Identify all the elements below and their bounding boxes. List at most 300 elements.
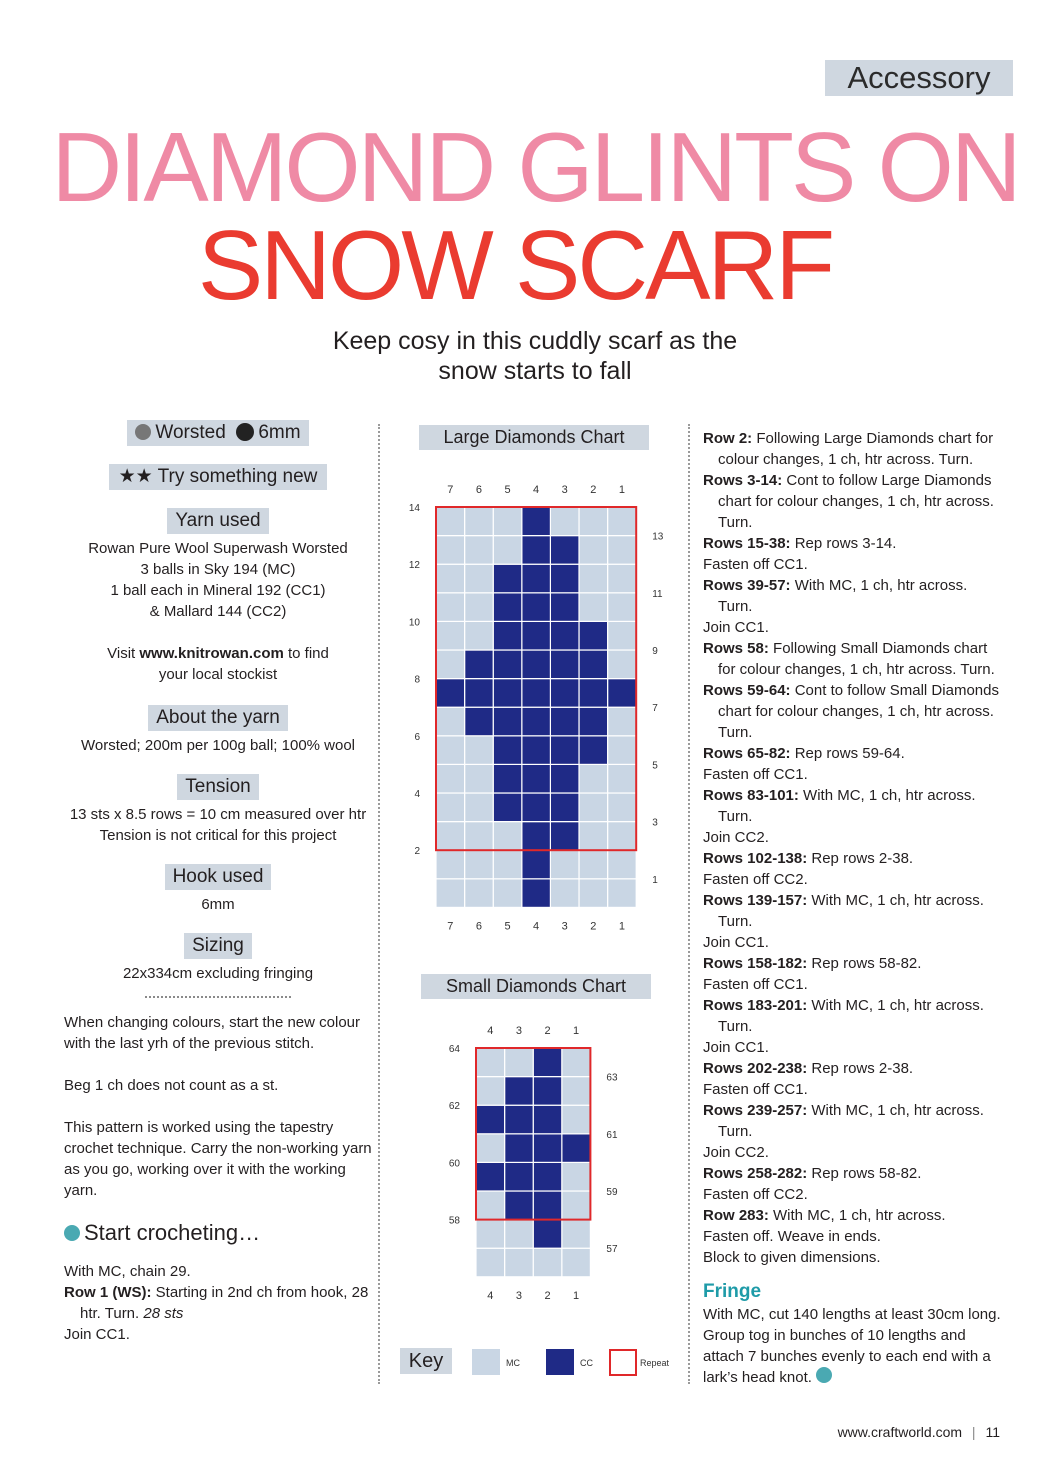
mc-cell: [436, 822, 465, 851]
yarn-weight: Worsted: [155, 422, 226, 443]
column-label: 1: [573, 1025, 580, 1037]
instruction-label: Rows 59-64:: [703, 682, 791, 699]
mc-cell: [608, 879, 637, 908]
mc-cell: [465, 822, 494, 851]
cc-cell: [550, 593, 579, 622]
instruction-line: [703, 995, 1003, 1037]
cc-cell: [465, 707, 494, 736]
mc-cell: [505, 1248, 534, 1277]
cc-cell: [550, 536, 579, 565]
instruction-text: Rep rows 58-82.: [807, 955, 922, 972]
instruction-label: Rows 3-14:: [703, 472, 783, 489]
instruction-label: Rows 58:: [703, 640, 769, 657]
start-line: With MC, chain 29.: [64, 1263, 191, 1280]
column-label: 1: [618, 920, 625, 933]
row-label: 62: [448, 1101, 460, 1113]
column-label: 4: [533, 920, 540, 933]
instruction-text: Following Small Diamonds chart for colour changes, 1 ch, htr across. Turn.: [718, 640, 995, 678]
instruction-text: Fasten off CC1.: [703, 976, 808, 993]
mc-cell: [608, 764, 637, 793]
row-label: 59: [606, 1187, 618, 1198]
mc-cell: [608, 564, 637, 593]
instructions-list: [703, 428, 1003, 1268]
mc-cell: [533, 1248, 562, 1277]
instruction-line: [703, 1205, 1003, 1226]
sizing-text: 22x334cm excluding fringing: [122, 965, 314, 982]
cc-cell: [579, 707, 608, 736]
mc-cell: [465, 564, 494, 593]
mc-cell: [579, 564, 608, 593]
start-join: Join CC1.: [64, 1326, 130, 1343]
stockist-line-2: your local stockist: [158, 666, 278, 683]
mc-cell: [608, 707, 637, 736]
about-yarn-heading: About the yarn: [148, 705, 288, 731]
row-label: 5: [652, 760, 658, 772]
instruction-line: [703, 932, 1003, 953]
mc-cell: [562, 1162, 591, 1191]
instruction-label: Rows 239-257:: [703, 1102, 808, 1119]
key-title: Key: [400, 1348, 452, 1374]
instruction-text: Join CC2.: [703, 1144, 769, 1161]
difficulty-stars: ★★: [118, 466, 153, 487]
cc-cell: [522, 536, 551, 565]
instruction-label: Rows 15-38:: [703, 535, 791, 552]
mc-cell: [465, 793, 494, 822]
cc-cell: [533, 1134, 562, 1163]
row-label: 3: [652, 817, 658, 829]
row-label: 11: [652, 588, 663, 600]
instruction-text: With MC, 1 ch, htr across. Turn.: [718, 787, 976, 825]
footer-separator: |: [971, 1424, 976, 1440]
column-label: 7: [447, 484, 454, 496]
cc-cell: [505, 1105, 534, 1134]
instruction-line: [703, 848, 1003, 869]
cc-cell: [493, 793, 522, 822]
yarn-ball-icon: [64, 1225, 80, 1241]
instruction-text: Rep rows 2-38.: [807, 850, 914, 867]
tension-text: [64, 804, 372, 846]
stockist-link[interactable]: www.knitrowan.com: [139, 645, 284, 662]
mc-cell: [436, 621, 465, 650]
cc-cell: [533, 1105, 562, 1134]
instruction-line: [703, 554, 1003, 575]
instruction-text: Fasten off CC1.: [703, 1081, 808, 1098]
mc-cell: [579, 822, 608, 851]
mc-cell: [505, 1048, 534, 1077]
instruction-text: With MC, 1 ch, htr across. Turn.: [718, 1102, 984, 1140]
cc-cell: [522, 621, 551, 650]
row-label: 9: [652, 646, 658, 657]
mc-cell: [579, 536, 608, 565]
instruction-line: [703, 638, 1003, 680]
column-label: 1: [573, 1289, 580, 1302]
instruction-text: Cont to follow Small Diamonds chart for colour changes, 1 ch, htr across. Turn.: [718, 682, 999, 741]
mc-cell: [550, 507, 579, 536]
cc-cell: [493, 679, 522, 708]
small-chart-title: Small Diamonds Chart: [421, 974, 651, 999]
difficulty-label: Try something new: [157, 466, 318, 487]
cc-cell: [550, 707, 579, 736]
mc-cell: [465, 593, 494, 622]
instruction-text: Cont to follow Large Diamonds chart for colour changes, 1 ch, htr across. Turn.: [718, 472, 994, 531]
column-divider-right: [688, 424, 690, 1384]
instruction-line: [703, 974, 1003, 995]
cc-cell: [465, 650, 494, 679]
column-label: 1: [618, 484, 625, 496]
column-label: 7: [447, 920, 454, 933]
cc-cell: [533, 1162, 562, 1191]
mc-cell: [505, 1220, 534, 1249]
cc-cell: [522, 593, 551, 622]
row-label: 8: [414, 674, 420, 686]
instruction-label: Rows 65-82:: [703, 745, 791, 762]
mc-cell: [476, 1191, 505, 1220]
instruction-text: With MC, 1 ch, htr across.: [768, 1207, 946, 1224]
row-1-instruction: Row 1 (WS): Starting in 2nd ch from hook, 28 htr. Turn. 28 sts: [64, 1284, 369, 1322]
mc-cell: [608, 822, 637, 851]
instruction-label: Rows 258-282:: [703, 1165, 808, 1182]
footer-url[interactable]: www.craftworld.com: [837, 1424, 963, 1440]
note-paragraph: When changing colours, start the new colour with the last yrh of the previous stitch.: [64, 1014, 360, 1052]
instruction-text: With MC, 1 ch, htr across. Turn.: [718, 892, 984, 930]
mc-cell: [465, 507, 494, 536]
key-repeat-label: Repeat: [640, 1358, 670, 1368]
mc-cell: [608, 736, 637, 765]
cc-cell: [533, 1077, 562, 1106]
instruction-line: [703, 890, 1003, 932]
mc-cell: [436, 564, 465, 593]
instruction-line: [703, 743, 1003, 764]
row-label: 2: [414, 846, 420, 858]
mc-cell: [608, 593, 637, 622]
instructions-column: [703, 428, 1003, 1388]
mc-cell: [465, 736, 494, 765]
tension-heading: Tension: [177, 774, 259, 800]
mc-cell: [476, 1220, 505, 1249]
mc-cell: [608, 507, 637, 536]
row-label: 63: [606, 1072, 618, 1084]
instruction-text: Fasten off CC2.: [703, 871, 808, 888]
mc-cell: [608, 621, 637, 650]
cc-cell: [505, 1191, 534, 1220]
mc-cell: [465, 850, 494, 879]
row-label: 7: [652, 703, 658, 715]
mc-cell: [493, 850, 522, 879]
instruction-line: [703, 1037, 1003, 1058]
mc-cell: [579, 507, 608, 536]
instruction-line: [703, 1184, 1003, 1205]
cc-cell: [550, 736, 579, 765]
mc-cell: [579, 793, 608, 822]
cc-cell: [522, 707, 551, 736]
column-label: 5: [504, 484, 511, 496]
yarn-used-heading: Yarn used: [167, 508, 268, 534]
mc-cell: [562, 1248, 591, 1277]
cc-cell: [493, 650, 522, 679]
cc-cell: [550, 822, 579, 851]
yarn-line: 3 balls in Sky 194 (MC): [140, 561, 296, 578]
mc-cell: [436, 593, 465, 622]
instruction-text: Join CC1.: [703, 1039, 769, 1056]
cc-cell: [505, 1134, 534, 1163]
mc-cell: [493, 507, 522, 536]
row-label: 1: [652, 874, 658, 886]
column-label: 6: [475, 484, 482, 496]
cc-cell: [436, 679, 465, 708]
chart-key: [470, 1346, 680, 1378]
instruction-text: Join CC1.: [703, 934, 769, 951]
note-paragraph: This pattern is worked using the tapestry crochet technique. Carry the non-working yarn as you go, working over it with the working yarn.: [64, 1119, 372, 1199]
mc-cell: [476, 1048, 505, 1077]
row-label: 4: [414, 789, 420, 800]
mc-cell: [608, 793, 637, 822]
notes: [64, 1012, 372, 1201]
instruction-line: [703, 1142, 1003, 1163]
mc-cell: [476, 1077, 505, 1106]
column-label: 4: [533, 484, 540, 496]
mc-cell: [579, 879, 608, 908]
instruction-label: Rows 158-182:: [703, 955, 808, 972]
mc-cell: [476, 1134, 505, 1163]
cc-cell: [550, 764, 579, 793]
mc-cell: [465, 621, 494, 650]
hook-icon: [236, 423, 254, 441]
row-label: 64: [448, 1044, 460, 1055]
cc-cell: [579, 679, 608, 708]
mc-cell: [608, 650, 637, 679]
yarn-line: 1 ball each in Mineral 192 (CC1): [110, 582, 326, 599]
key-cc-label: CC: [580, 1358, 593, 1368]
yarn-ball-icon: [816, 1367, 832, 1383]
column-label: 2: [590, 484, 597, 496]
instruction-label: Row 283:: [703, 1207, 769, 1224]
yarn-line: & Mallard 144 (CC2): [149, 603, 287, 620]
cc-cell: [579, 650, 608, 679]
column-label: 4: [487, 1025, 494, 1037]
small-diamonds-chart: [440, 1016, 630, 1306]
cc-cell: [533, 1048, 562, 1077]
yarn-ball-icon: [135, 424, 151, 440]
cc-cell: [579, 736, 608, 765]
instruction-line: [703, 953, 1003, 974]
mc-cell: [436, 536, 465, 565]
column-label: 2: [544, 1025, 551, 1037]
difficulty-pill: [109, 464, 328, 490]
column-label: 3: [515, 1025, 522, 1037]
standfirst: [250, 326, 820, 386]
cc-cell: [550, 793, 579, 822]
instruction-line: [703, 785, 1003, 827]
cc-cell: [550, 564, 579, 593]
cc-cell: [493, 707, 522, 736]
cc-cell: [533, 1191, 562, 1220]
column-label: 3: [561, 484, 568, 496]
mc-cell: [608, 850, 637, 879]
instruction-text: Fasten off CC1.: [703, 556, 808, 573]
mc-cell: [436, 764, 465, 793]
instruction-label: Rows 39-57:: [703, 577, 791, 594]
mc-cell: [465, 536, 494, 565]
title-line-1: DIAMOND GLINTS ON: [51, 112, 1019, 222]
instruction-line: [703, 575, 1003, 617]
page-number: 11: [985, 1424, 1000, 1440]
cc-cell: [533, 1220, 562, 1249]
instruction-line: [703, 1079, 1003, 1100]
fringe-text: With MC, cut 140 lengths at least 30cm long. Group tog in bunches of 10 lengths and attach 7 bunches evenly to each end with a lark’s head knot.: [703, 1306, 1001, 1386]
row-label: 12: [408, 560, 420, 572]
standfirst-line-1: Keep cosy in this cuddly scarf as the: [332, 327, 738, 355]
cc-cell: [493, 564, 522, 593]
cc-cell: [579, 621, 608, 650]
cc-cell: [493, 764, 522, 793]
row-label: 58: [448, 1215, 460, 1227]
row-label: 57: [606, 1244, 618, 1256]
instruction-line: [703, 1247, 1003, 1268]
mc-cell: [608, 536, 637, 565]
yarn-line: Rowan Pure Wool Superwash Worsted: [88, 540, 348, 557]
mc-cell: [562, 1191, 591, 1220]
large-chart-title: Large Diamonds Chart: [419, 425, 649, 450]
mc-cell: [579, 764, 608, 793]
cc-cell: [608, 679, 637, 708]
cc-cell: [562, 1134, 591, 1163]
specs-pill: [127, 420, 308, 446]
instruction-label: Rows 139-157:: [703, 892, 808, 909]
cc-cell: [522, 564, 551, 593]
hook-size: 6mm: [258, 422, 301, 443]
yarn-used-details: [64, 538, 372, 685]
mc-cell: [476, 1248, 505, 1277]
instruction-line: [703, 680, 1003, 743]
tension-line-1: 13 sts x 8.5 rows = 10 cm measured over htr: [69, 806, 367, 823]
cc-cell: [522, 650, 551, 679]
instruction-label: Rows 202-238:: [703, 1060, 808, 1077]
column-label: 4: [487, 1289, 494, 1302]
cc-cell: [550, 679, 579, 708]
standfirst-line-2: snow starts to fall: [438, 357, 632, 385]
key-repeat-swatch: [610, 1350, 636, 1375]
instruction-line: [703, 827, 1003, 848]
mc-cell: [493, 822, 522, 851]
instruction-line: [703, 1226, 1003, 1247]
row-label: 6: [414, 731, 420, 743]
mc-cell: [562, 1048, 591, 1077]
column-label: 5: [504, 920, 511, 933]
dotted-separator: [145, 996, 291, 998]
instruction-line: [703, 1058, 1003, 1079]
column-label: 2: [590, 920, 597, 933]
instruction-text: Fasten off CC2.: [703, 1186, 808, 1203]
sizing-heading: Sizing: [184, 933, 252, 959]
tension-line-2: Tension is not critical for this project: [99, 827, 337, 844]
cc-cell: [476, 1162, 505, 1191]
mc-cell: [493, 879, 522, 908]
instruction-text: Join CC2.: [703, 829, 769, 846]
instruction-line: [703, 428, 1003, 470]
large-diamonds-chart: [398, 472, 678, 942]
mc-cell: [550, 879, 579, 908]
cc-cell: [505, 1162, 534, 1191]
cc-cell: [522, 850, 551, 879]
instruction-label: Rows 83-101:: [703, 787, 799, 804]
mc-cell: [436, 650, 465, 679]
instruction-text: Fasten off CC1.: [703, 766, 808, 783]
instruction-text: Fasten off. Weave in ends.: [703, 1228, 881, 1245]
cc-cell: [550, 621, 579, 650]
mc-cell: [465, 764, 494, 793]
row-label: 10: [408, 617, 420, 629]
cc-cell: [522, 793, 551, 822]
sidebar: [64, 420, 372, 1345]
cc-cell: [493, 736, 522, 765]
mc-cell: [562, 1220, 591, 1249]
instruction-label: Row 2:: [703, 430, 753, 447]
cc-cell: [522, 736, 551, 765]
cc-cell: [493, 621, 522, 650]
instruction-text: With MC, 1 ch, htr across. Turn.: [718, 577, 968, 615]
row-label: 13: [652, 531, 664, 543]
row-label: 60: [448, 1158, 460, 1170]
cc-cell: [522, 822, 551, 851]
note-paragraph: Beg 1 ch does not count as a st.: [64, 1077, 279, 1094]
cc-cell: [465, 679, 494, 708]
instruction-text: Rep rows 2-38.: [807, 1060, 914, 1077]
stockist-line: Visit www.knitrowan.com to find: [107, 645, 329, 662]
cc-cell: [505, 1077, 534, 1106]
instruction-line: [703, 764, 1003, 785]
key-cc-swatch: [546, 1349, 574, 1375]
fringe-heading: Fringe: [703, 1281, 762, 1302]
footer: [700, 1424, 1000, 1440]
cc-cell: [493, 593, 522, 622]
cc-cell: [550, 650, 579, 679]
instruction-text: Join CC1.: [703, 619, 769, 636]
instruction-text: Block to given dimensions.: [703, 1249, 881, 1266]
mc-cell: [562, 1105, 591, 1134]
cc-cell: [522, 879, 551, 908]
instruction-text: Rep rows 58-82.: [807, 1165, 922, 1182]
mc-cell: [436, 793, 465, 822]
instruction-text: Rep rows 3-14.: [790, 535, 897, 552]
column-label: 3: [515, 1289, 522, 1302]
cc-cell: [522, 507, 551, 536]
column-label: 3: [561, 920, 568, 933]
mc-cell: [493, 536, 522, 565]
mc-cell: [436, 707, 465, 736]
cc-cell: [522, 679, 551, 708]
row-label: 14: [408, 503, 420, 514]
instruction-label: Rows 183-201:: [703, 997, 808, 1014]
start-crocheting-heading: Start crocheting…: [64, 1219, 372, 1247]
about-yarn-text: Worsted; 200m per 100g ball; 100% wool: [80, 737, 356, 754]
mc-cell: [436, 850, 465, 879]
mc-cell: [562, 1077, 591, 1106]
column-label: 6: [475, 920, 482, 933]
title-line-2: SNOW SCARF: [197, 210, 833, 320]
instruction-line: [703, 1163, 1003, 1184]
mc-cell: [550, 850, 579, 879]
hook-used-text: 6mm: [201, 896, 235, 913]
instruction-line: [703, 1100, 1003, 1142]
instruction-text: With MC, 1 ch, htr across. Turn.: [718, 997, 984, 1035]
instruction-text: Following Large Diamonds chart for colour changes, 1 ch, htr across. Turn.: [718, 430, 994, 468]
column-label: 2: [544, 1289, 551, 1302]
category-tag: Accessory: [825, 60, 1013, 96]
instruction-line: [703, 470, 1003, 533]
instruction-line: [703, 617, 1003, 638]
key-mc-label: MC: [506, 1358, 520, 1368]
cc-cell: [522, 764, 551, 793]
